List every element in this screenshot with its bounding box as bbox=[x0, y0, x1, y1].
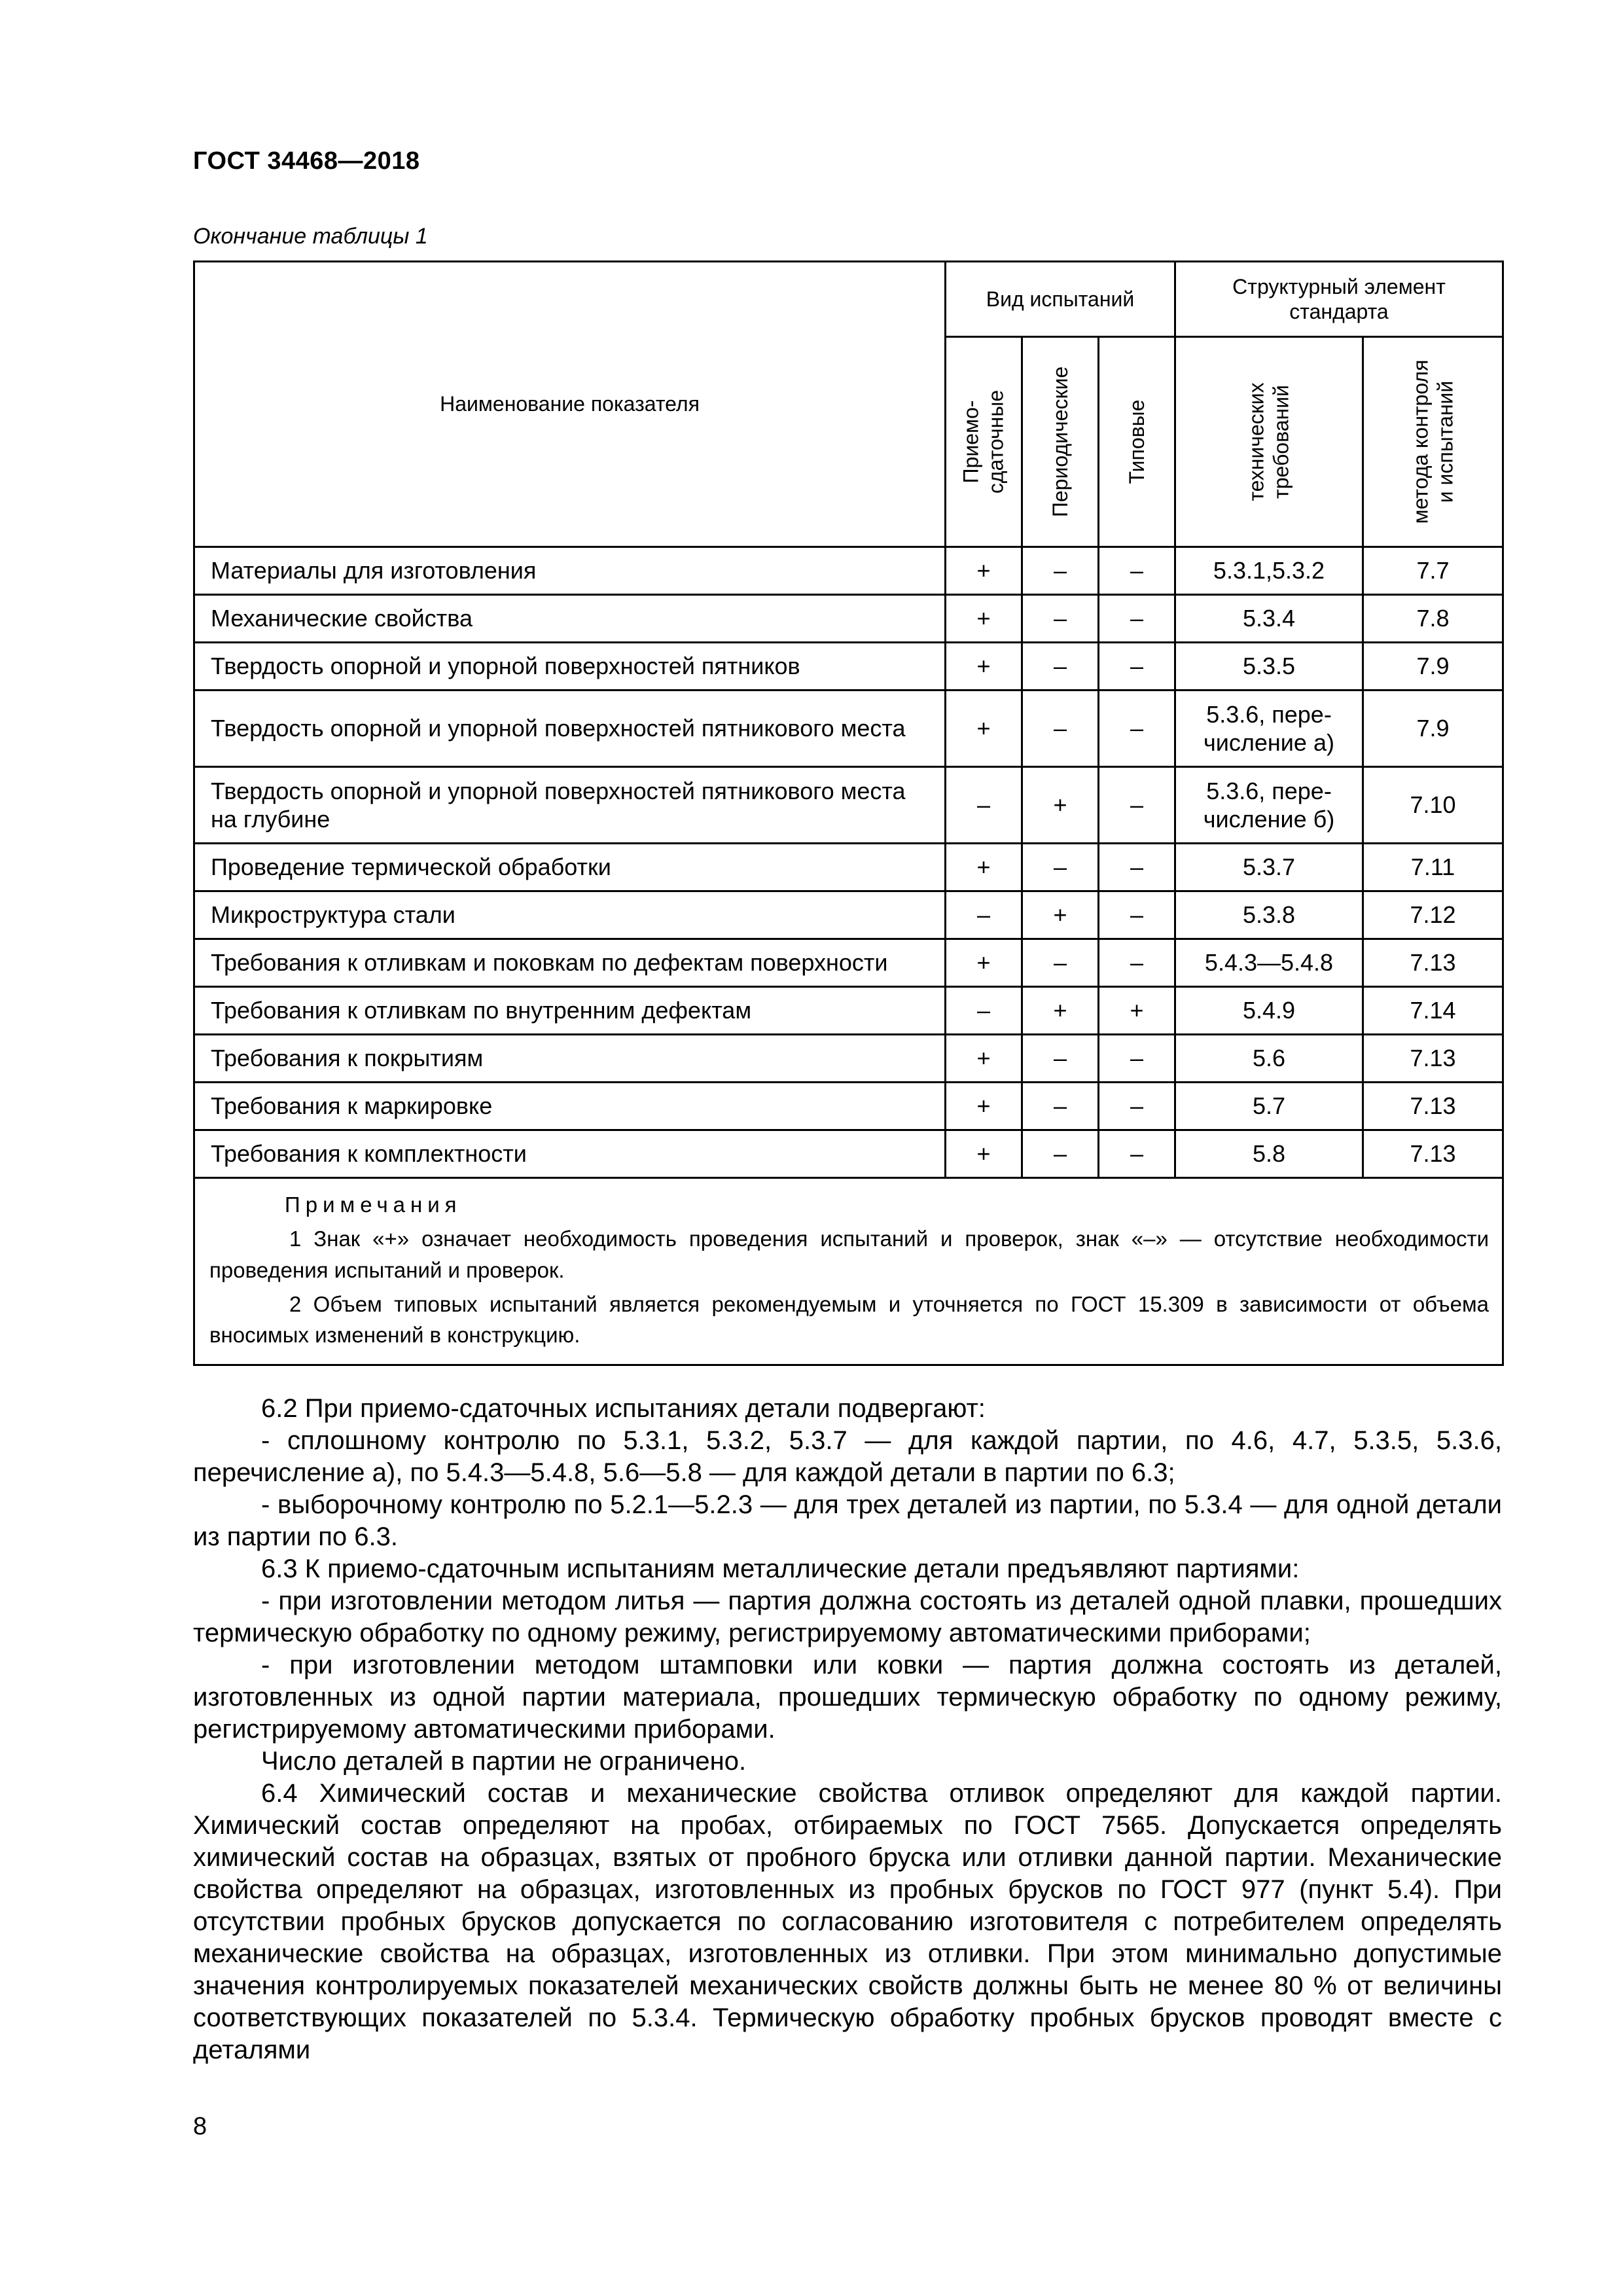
table-row: Требования к отливкам и поковкам по дефектам поверхности + – – 5.4.3—5.4.8 7.13 bbox=[194, 939, 1503, 987]
header-acceptance: Приемо- сдаточные bbox=[946, 337, 1022, 547]
table-row: Материалы для изготовления + – – 5.3.1,5.3.2 7.7 bbox=[194, 547, 1503, 595]
note-1: 1 Знак «+» означает необходимость проведения испытаний и проверок, знак «–» — отсутствие необходимости проведения испытаний и проверок. bbox=[209, 1226, 1489, 1282]
paragraph-batch-size: Число деталей в партии не ограничено. bbox=[261, 1747, 747, 1776]
header-periodic: Периодические bbox=[1022, 337, 1099, 547]
header-test-method: метода контроля и испытаний bbox=[1363, 337, 1503, 547]
header-structural-element: Структурный элемент стандарта bbox=[1175, 262, 1503, 337]
list-item: - при изготовлении методом литья — партия должна состоять из деталей одной плавки, прошедших термическую обработку по одному режиму, регистрируемому автоматическими приборами; bbox=[193, 1587, 1502, 1647]
paragraph-6-2: 6.2 При приемо-сдаточных испытаниях детали подвергают: bbox=[261, 1394, 986, 1423]
notes-title: Примечания bbox=[285, 1193, 462, 1217]
header-test-types: Вид испытаний bbox=[946, 262, 1175, 337]
table-notes-row bbox=[194, 1178, 1503, 1365]
list-item: - выборочному контролю по 5.2.1—5.2.3 — для трех деталей из партии, по 5.3.4 — для одной детали из партии по 6.3. bbox=[193, 1490, 1502, 1551]
table-row: Требования к маркировке + – – 5.7 7.13 bbox=[194, 1083, 1503, 1130]
table-notes bbox=[194, 1178, 1503, 1365]
body-text bbox=[193, 1393, 1502, 2066]
list-item: - при изготовлении методом штамповки или ковки — партия должна состоять из деталей, изготовленных из одной партии материала, прошедших термическую обработку по одному режиму, регистрируемому автоматическими приборами. bbox=[193, 1651, 1502, 1744]
note-2: 2 Объем типовых испытаний является рекомендуемым и уточняется по ГОСТ 15.309 в зависимости от объема вносимых изменений в конструкцию. bbox=[209, 1291, 1489, 1348]
paragraph-6-3: 6.3 К приемо-сдаточным испытаниям металлические детали предъявляют партиями: bbox=[261, 1554, 1300, 1583]
table-row: Требования к покрытиям + – – 5.6 7.13 bbox=[194, 1035, 1503, 1083]
table-row: Проведение термической обработки + – – 5.3.7 7.11 bbox=[194, 844, 1503, 891]
table-row: Микроструктура стали – + – 5.3.8 7.12 bbox=[194, 891, 1503, 939]
table-row: Требования к комплектности + – – 5.8 7.13 bbox=[194, 1130, 1503, 1178]
table-row: Требования к отливкам по внутренним дефектам – + + 5.4.9 7.14 bbox=[194, 987, 1503, 1035]
table-row: Механические свойства + – – 5.3.4 7.8 bbox=[194, 595, 1503, 643]
header-type-tests: Типовые bbox=[1099, 337, 1175, 547]
table-row: Твердость опорной и упорной поверхностей пятников + – – 5.3.5 7.9 bbox=[194, 643, 1503, 691]
paragraph-6-4: 6.4 Химический состав и механические свойства отливок определяют для каждой партии. Химический состав определяют на пробах, отбираемых по ГОСТ 7565. Допускается определять химический состав на образцах, взятых от пробного бруска или отливки данной партии. Механические свойства определяют на образцах, изготовленных из пробных брусков по ГОСТ 977 (пункт 5.4). При отсутствии пробных брусков допускается по согласованию изготовителя с потребителем определять механические свойства на образцах, изготовленных из отливки. При этом минимально допустимые значения контролируемых показателей механических свойств должны быть не менее 80 % от величины соответствующих показателей по 5.3.4. Термическую обработку пробных брусков проводят вместе с деталями bbox=[193, 1779, 1502, 2064]
page-number: 8 bbox=[193, 2113, 207, 2140]
header-tech-requirements: технических требований bbox=[1175, 337, 1363, 547]
test-types-table bbox=[193, 260, 1504, 1366]
list-item: - сплошному контролю по 5.3.1, 5.3.2, 5.3.7 — для каждой партии, по 4.6, 4.7, 5.3.5, 5.3.6, перечисление а), по 5.4.3—5.4.8, 5.6—5.8 — для каждой детали в партии по 6.3; bbox=[193, 1426, 1502, 1487]
table-caption: Окончание таблицы 1 bbox=[193, 224, 428, 249]
table-row: Твердость опорной и упорной поверхностей пятникового места + – – 5.3.6, пере- числение а) 7.9 bbox=[194, 691, 1503, 767]
header-indicator-name: Наименование показателя bbox=[194, 262, 946, 547]
document-code: ГОСТ 34468—2018 bbox=[193, 147, 420, 175]
table-row: Твердость опорной и упорной поверхностей пятникового места на глубине – + – 5.3.6, пере- числение б) 7.10 bbox=[194, 767, 1503, 844]
